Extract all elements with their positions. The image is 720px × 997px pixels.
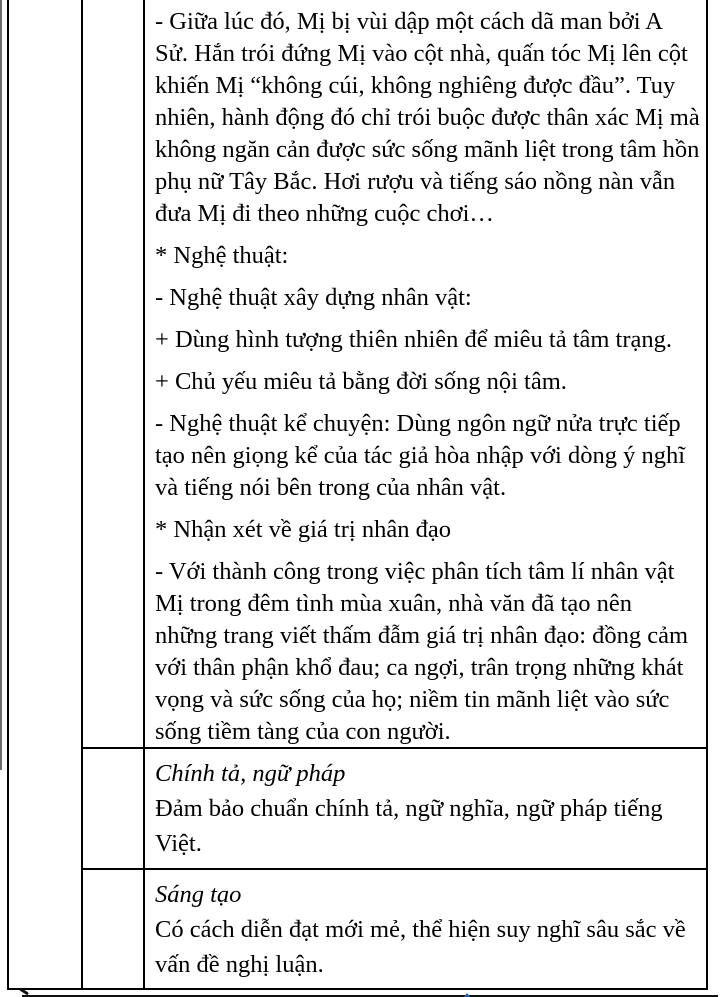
cutoff-blue-circumflex-glyph [459,991,475,997]
rubric-row-analysis [83,0,706,749]
analysis-paragraph: + Chủ yếu miêu tả bằng đời sống nội tâm. [155,368,567,395]
analysis-content-cell [145,0,706,747]
analysis-paragraph: - Nghệ thuật xây dựng nhân vật: [155,284,472,311]
rubric-row-grammar [83,749,706,870]
score-cell-creativity [83,870,145,988]
grading-rubric-table [7,0,708,990]
grammar-criterion-title: Chính tả, ngữ pháp [155,760,346,787]
scan-edge-artifact [0,0,2,770]
analysis-paragraph: * Nhận xét về giá trị nhân đạo [155,516,451,543]
score-cell-grammar [83,749,145,868]
creativity-content-cell [145,870,706,988]
index-column-merged-cell [9,0,83,988]
analysis-paragraph: + Dùng hình tượng thiên nhiên để miêu tả tâm trạng. [155,326,673,353]
grammar-content-cell [145,749,706,868]
creativity-criterion-title: Sáng tạo [155,881,242,908]
grammar-criterion-body: Đảm bảo chuẩn chính tả, ngữ nghĩa, ngữ pháp tiếng Việt. [155,795,663,857]
analysis-paragraph: * Nghệ thuật: [155,242,289,269]
rubric-rows-container [83,0,706,988]
creativity-criterion-body: Có cách diễn đạt mới mẻ, thể hiện suy nghĩ sâu sắc về vấn đề nghị luận. [155,916,686,978]
rubric-row-creativity [83,870,706,988]
analysis-paragraph: - Giữa lúc đó, Mị bị vùi dập một cách dã man bởi A Sử. Hắn trói đứng Mị vào cột nhà, quấn tóc Mị lên cột khiến Mị “không cúi, không nghiêng được đầu”. Tuy nhiên, hành động đó chỉ trói buộc được thân xác Mị mà không ngăn cản được sức sống mãnh liệt trong tâm hồn phụ nữ Tây Bắc. Hơi rượu và tiếng sáo nồng nàn vẫn đưa Mị đi theo những cuộc chơi… [155,8,700,227]
analysis-paragraph: - Nghệ thuật kể chuyện: Dùng ngôn ngữ nửa trực tiếp tạo nên giọng kể của tác giả hòa nhập với dòng ý nghĩ và tiếng nói bên trong của nhân vật. [155,410,686,501]
analysis-paragraph: - Với thành công trong việc phân tích tâm lí nhân vật Mị trong đêm tình mùa xuân, nhà văn đã tạo nên những trang viết thấm đẫm giá trị nhân đạo: đồng cảm với thân phận khổ đau; ca ngợi, trân trọng những khát vọng và sức sống của họ; niềm tin mãnh liệt vào sức sống tiềm tàng của con người. [155,558,689,745]
score-cell-analysis [83,0,145,747]
